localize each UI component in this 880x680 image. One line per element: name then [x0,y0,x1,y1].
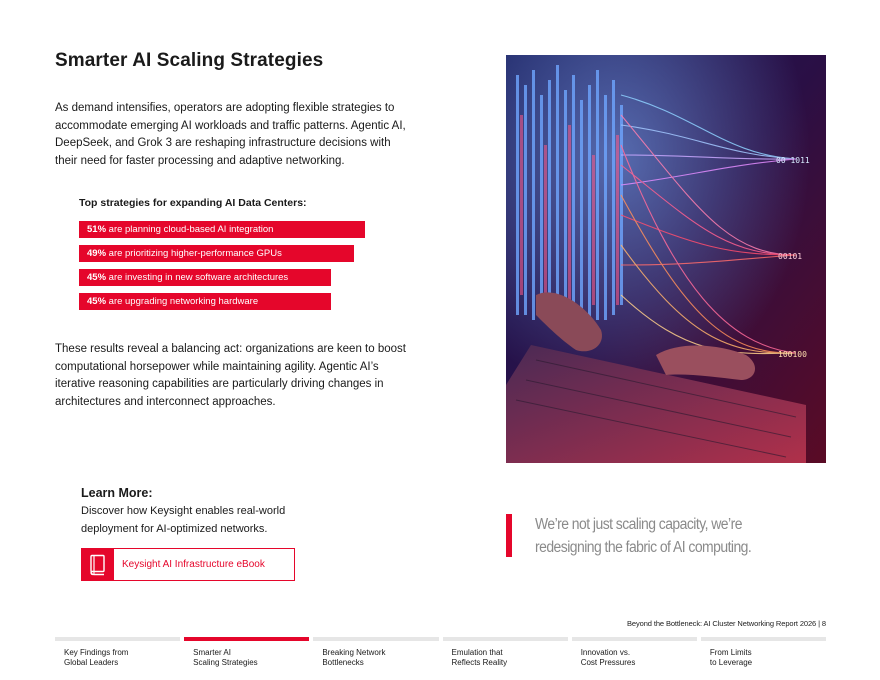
nav-tab-limits-leverage[interactable] [701,637,826,680]
stream-digits-bottom: 100100 [778,350,807,359]
strategy-text: are planning cloud-based AI integration [108,224,274,235]
nav-tab-scaling-strategies[interactable] [184,637,309,680]
tab-label-line1[interactable]: Breaking Network [322,648,386,657]
tab-indicator [572,637,697,641]
tab-label-line2[interactable]: to Leverage [709,658,753,667]
book-icon [82,549,114,580]
tab-label-line2[interactable]: Global Leaders [64,658,119,667]
strategy-percent: 45% [87,272,107,283]
tab-indicator [443,637,568,641]
nav-tab-emulation[interactable] [443,637,568,680]
tab-label-line1[interactable]: Key Findings from [64,648,129,657]
stream-digits-top: 00 1011 [776,156,810,165]
learn-more-description: Discover how Keysight enables real-world deployment for AI-optimized networks. [81,505,286,535]
tab-label-line2[interactable]: Bottlenecks [322,658,364,667]
strategy-bar [79,221,365,238]
strategy-text: are prioritizing higher-performance GPUs [108,248,282,259]
tab-indicator [701,637,826,641]
footer-report-title: Beyond the Bottleneck: AI Cluster Networking Report 2026 | 8 [627,619,826,628]
strategy-percent: 49% [87,248,107,259]
results-paragraph: These results reveal a balancing act: organizations are keen to boost computational horsepower while maintaining agility. Agentic AI’s iterative reasoning capabilities are particularly driving changes in architectures and interconnect approaches. [55,343,406,409]
pull-quote: We’re not just scaling capacity, we’re redesigning the fabric of AI computing. [535,516,752,556]
tab-label-line2[interactable]: Reflects Reality [451,658,508,667]
tab-indicator-active [184,637,309,641]
strategy-percent: 45% [87,296,107,307]
nav-tab-key-findings[interactable] [55,637,180,680]
stream-digits-mid: 00101 [778,252,803,261]
ebook-link-label[interactable]: Keysight AI Infrastructure eBook [122,559,265,570]
ebook-link-button[interactable] [81,548,295,581]
hero-illustration [506,55,826,463]
nav-tab-innovation[interactable] [572,637,697,680]
strategy-bar [79,245,354,262]
strategy-text: are investing in new software architectures [108,272,289,283]
tab-label-line1[interactable]: From Limits [709,648,752,657]
tab-label-line1[interactable]: Emulation that [451,648,503,657]
strategy-bar [79,293,331,310]
tab-label-line2[interactable]: Scaling Strategies [193,658,258,667]
intro-paragraph: As demand intensifies, operators are adopting flexible strategies to accommodate emerging AI workloads and traffic patterns. Agentic AI, DeepSeek, and Grok 3 are reshaping infrastructure decisions with their need for faster processing and adaptive networking. [55,102,406,168]
nav-tab-network-bottlenecks[interactable] [313,637,438,680]
section-navigation [55,637,826,680]
tab-indicator [55,637,180,641]
page-title: Smarter AI Scaling Strategies [55,50,324,71]
tab-indicator [313,637,438,641]
strategy-percent: 51% [87,224,107,235]
strategy-bar [79,269,331,286]
tab-label-line1[interactable]: Smarter AI [193,648,231,657]
learn-more-title: Learn More: [81,486,153,500]
strategies-title: Top strategies for expanding AI Data Centers: [79,197,307,209]
tab-label-line1[interactable]: Innovation vs. [580,648,631,657]
tab-label-line2[interactable]: Cost Pressures [580,658,636,667]
quote-accent-bar [506,514,512,557]
strategy-text: are upgrading networking hardware [108,296,259,307]
